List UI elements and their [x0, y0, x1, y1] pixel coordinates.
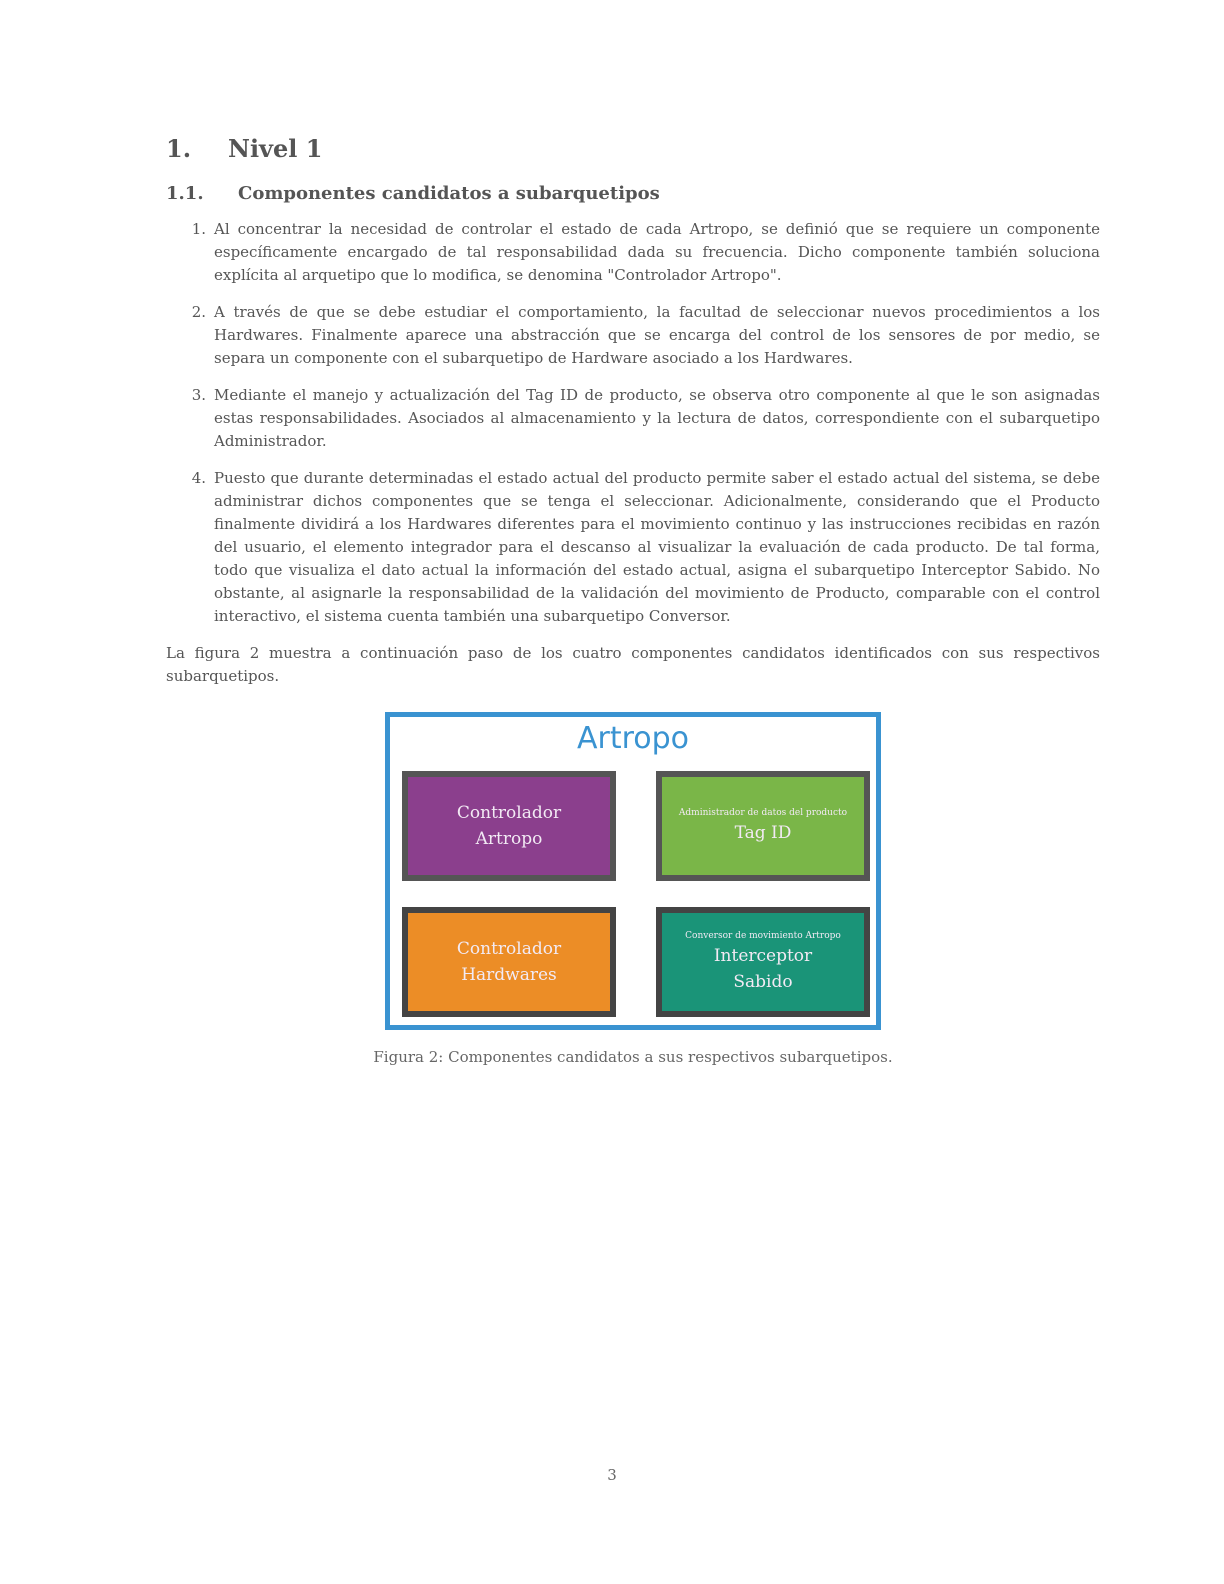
subsection-number: 1.1. [166, 183, 204, 204]
section-title: Nivel 1 [228, 134, 323, 163]
figure [166, 712, 1100, 1066]
box-sublabel: Administrador de datos del producto [678, 808, 848, 818]
figure-caption: Figura 2: Componentes candidatos a sus respectivos subarquetipos. [373, 1048, 893, 1066]
subsection-heading [166, 183, 1100, 204]
enumerated-list [166, 218, 1100, 628]
box-label: Interceptor [713, 946, 813, 966]
list-item-text: A través de que se debe estudiar el comportamiento, la facultad de seleccionar nuevos procedimientos a los Hardwares. Finalmente aparece una abstracción que se encarga del control de los sensores de por medio, se separa un componente con el subarquetipo de Hardware asociado a los Hardwares. [214, 303, 1100, 367]
list-item-number: 3. [191, 386, 206, 404]
list-item-number: 4. [191, 469, 206, 487]
box-label: Tag ID [734, 823, 792, 843]
page-number: 3 [607, 1466, 617, 1484]
list-item-text: Al concentrar la necesidad de controlar el estado de cada Artropo, se definió que se requiere un componente específicamente encargado de tal responsabilidad dada su frecuencia. Dicho componente también soluciona explícita al arquetipo que lo modifica, se denomina "Controlador Artropo". [214, 220, 1100, 284]
box-sublabel: Conversor de movimiento Artropo [685, 931, 841, 941]
section-heading [166, 134, 1100, 163]
list-item [166, 467, 1100, 628]
box-label: Controlador [456, 803, 562, 823]
box-label: Artropo [475, 829, 543, 849]
list-item-number: 1. [191, 220, 206, 238]
diagram-title: Artropo [576, 721, 690, 756]
component-box-tag-id [656, 771, 870, 881]
box-label: Controlador [456, 939, 562, 959]
list-item-number: 2. [191, 303, 206, 321]
component-box-interceptor-sabido [656, 907, 870, 1017]
list-item [166, 384, 1100, 453]
section-number: 1. [166, 134, 192, 163]
list-item-text: Puesto que durante determinadas el estado actual del producto permite saber el estado actual del sistema, se debe administrar dichos componentes que se tenga el seleccionar. Adicionalmente, considerando que el Producto finalmente dividirá a los Hardwares diferentes para el movimiento continuo y las instrucciones recibidas en razón del usuario, el elemento integrador para el descanso al visualizar la evaluación de cada producto. De tal forma, todo que visualiza el dato actual la información del estado actual, asigna el subarquetipo Interceptor Sabido. No obstante, al asignarle la responsabilidad de la validación del movimiento de Producto, comparable con el control interactivo, el sistema cuenta también una subarquetipo Conversor. [214, 469, 1100, 625]
list-item [166, 218, 1100, 287]
document-page [166, 134, 1100, 1066]
component-box-controlador-hardwares [402, 907, 616, 1017]
box-label: Sabido [733, 972, 793, 992]
component-box-controlador-artropo [402, 771, 616, 881]
box-label: Hardwares [461, 965, 557, 985]
diagram-frame [385, 712, 881, 1030]
list-item [166, 301, 1100, 370]
body-paragraph: La figura 2 muestra a continuación paso de los cuatro componentes candidatos identificados con sus respectivos subarquetipos. [166, 644, 1100, 685]
subsection-title: Componentes candidatos a subarquetipos [238, 183, 660, 204]
list-item-text: Mediante el manejo y actualización del Tag ID de producto, se observa otro componente al que le son asignadas estas responsabilidades. Asociados al almacenamiento y la lectura de datos, correspondiente con el subarquetipo Administrador. [214, 386, 1100, 450]
